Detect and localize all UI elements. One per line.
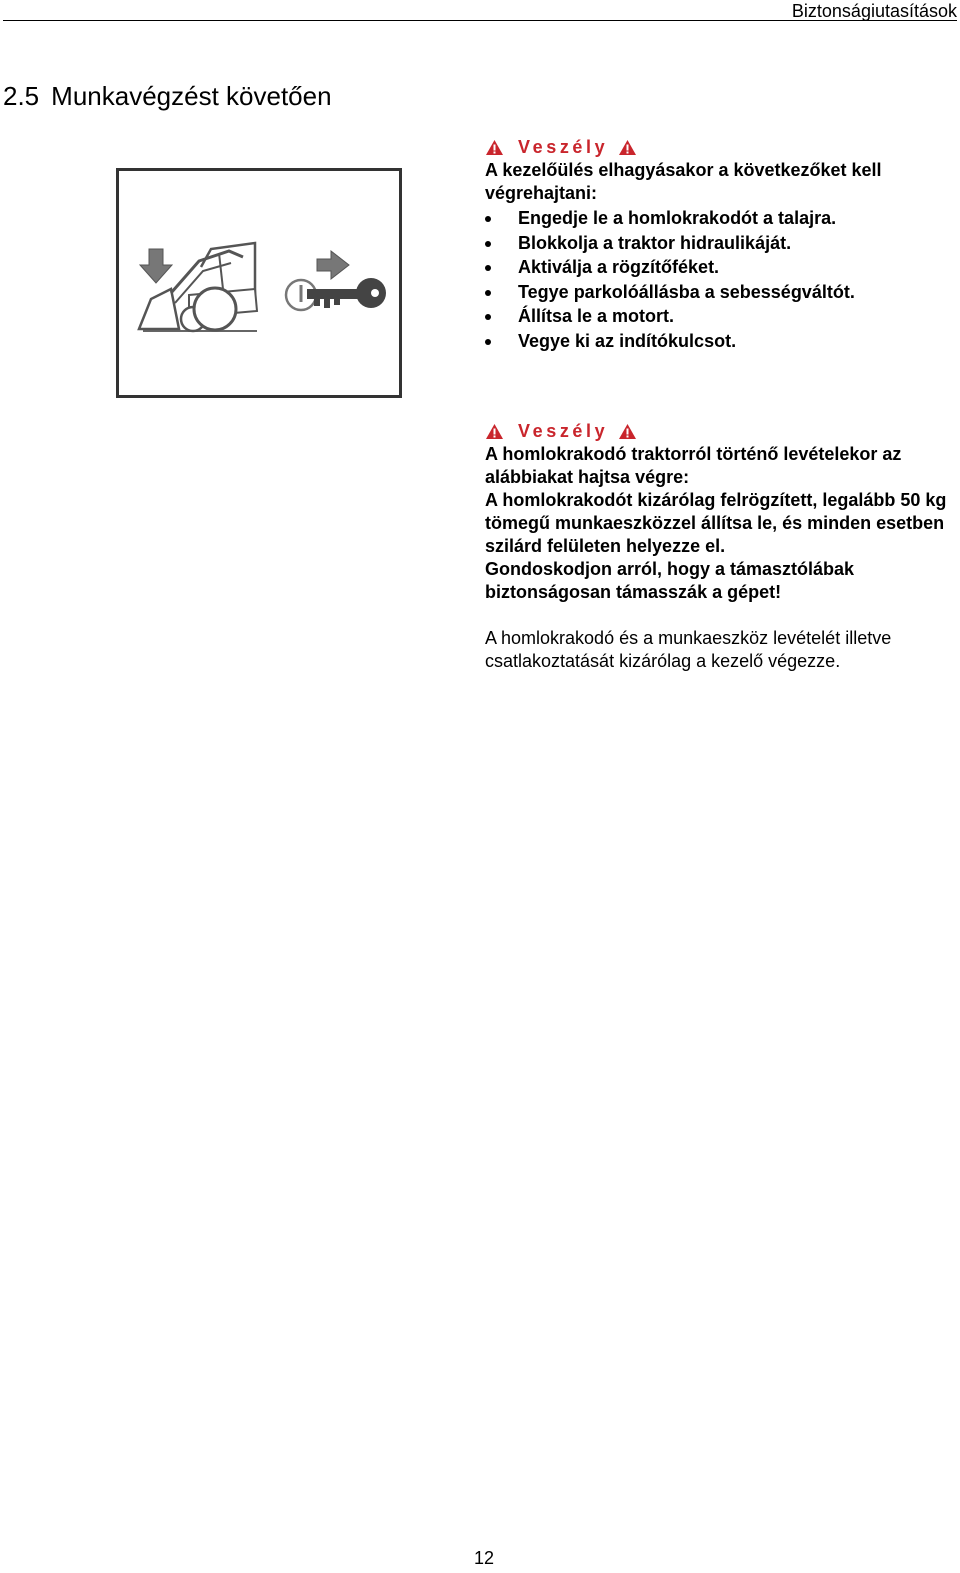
cab-pillar — [219, 253, 223, 289]
warning-text: A homlokrakodót kizárólag felrögzített, legalább 50 kg tömegű munkaeszközzel állítsa le, és minden esetben szilárd felületen helyezze el. — [485, 490, 947, 556]
list-item-text: Tegye parkolóállásba a sebességváltót. — [518, 281, 855, 302]
arrow-down-icon — [140, 249, 172, 283]
running-header: Biztonságiutasítások — [791, 1, 957, 21]
list-item-text: Blokkolja a traktor hidraulikáját. — [518, 232, 792, 253]
warning-triangle-icon — [485, 423, 504, 440]
section-number: 2.5 — [3, 81, 40, 111]
bullet-icon — [485, 216, 491, 222]
danger-label: Veszély — [518, 137, 609, 157]
list-item-text: Állítsa le a motort. — [518, 306, 675, 326]
page-number: 12 — [474, 1548, 495, 1568]
warning-triangle-icon — [618, 139, 637, 156]
warning-triangle-icon — [618, 423, 637, 440]
bucket-shape — [139, 289, 179, 329]
warning-text: A homlokrakodó traktorról történő levételekor az alábbiakat hajtsa végre: — [485, 444, 902, 487]
header-divider — [3, 20, 957, 21]
danger-heading — [485, 420, 955, 443]
arrow-right-icon — [317, 251, 349, 279]
warning-text: Gondoskodjon arról, hogy a támasztólábak biztonságosan támasszák a gépet! — [485, 559, 855, 602]
warning-triangle-icon — [485, 139, 504, 156]
bullet-icon — [485, 290, 491, 296]
list-item — [485, 329, 955, 354]
list-item-text: Engedje le a homlokrakodót a talajra. — [518, 208, 837, 228]
rear-wheel — [194, 288, 236, 330]
bullet-icon — [485, 241, 491, 247]
list-item — [485, 206, 955, 231]
bullet-icon — [485, 314, 491, 320]
section-heading: Munkavégzést követően — [51, 81, 332, 111]
warning-block-loader-removal — [485, 420, 955, 604]
warning-block-operator-seat — [485, 136, 955, 353]
list-item — [485, 231, 955, 256]
safety-illustration — [116, 168, 402, 398]
list-item — [485, 280, 955, 305]
list-item — [485, 304, 955, 329]
operator-note — [485, 627, 955, 673]
danger-heading — [485, 136, 955, 159]
list-item-text: Vegye ki az indítókulcsot. — [518, 330, 737, 351]
list-item-text: Aktiválja a rögzítőféket. — [518, 257, 720, 277]
steps-list — [485, 206, 955, 353]
danger-label: Veszély — [518, 421, 609, 441]
warning-intro: A kezelőülés elhagyásakor a következőket kell végrehajtani: — [485, 160, 882, 203]
note-text: A homlokrakodó és a munkaeszköz levételét illetve csatlakoztatását kizárólag a kezelő végezze. — [485, 628, 892, 671]
loader-key-pictogram — [119, 171, 399, 395]
list-item — [485, 255, 955, 280]
key-icon — [307, 278, 386, 308]
bullet-icon — [485, 339, 491, 345]
section-title — [3, 80, 332, 112]
bullet-icon — [485, 265, 491, 271]
